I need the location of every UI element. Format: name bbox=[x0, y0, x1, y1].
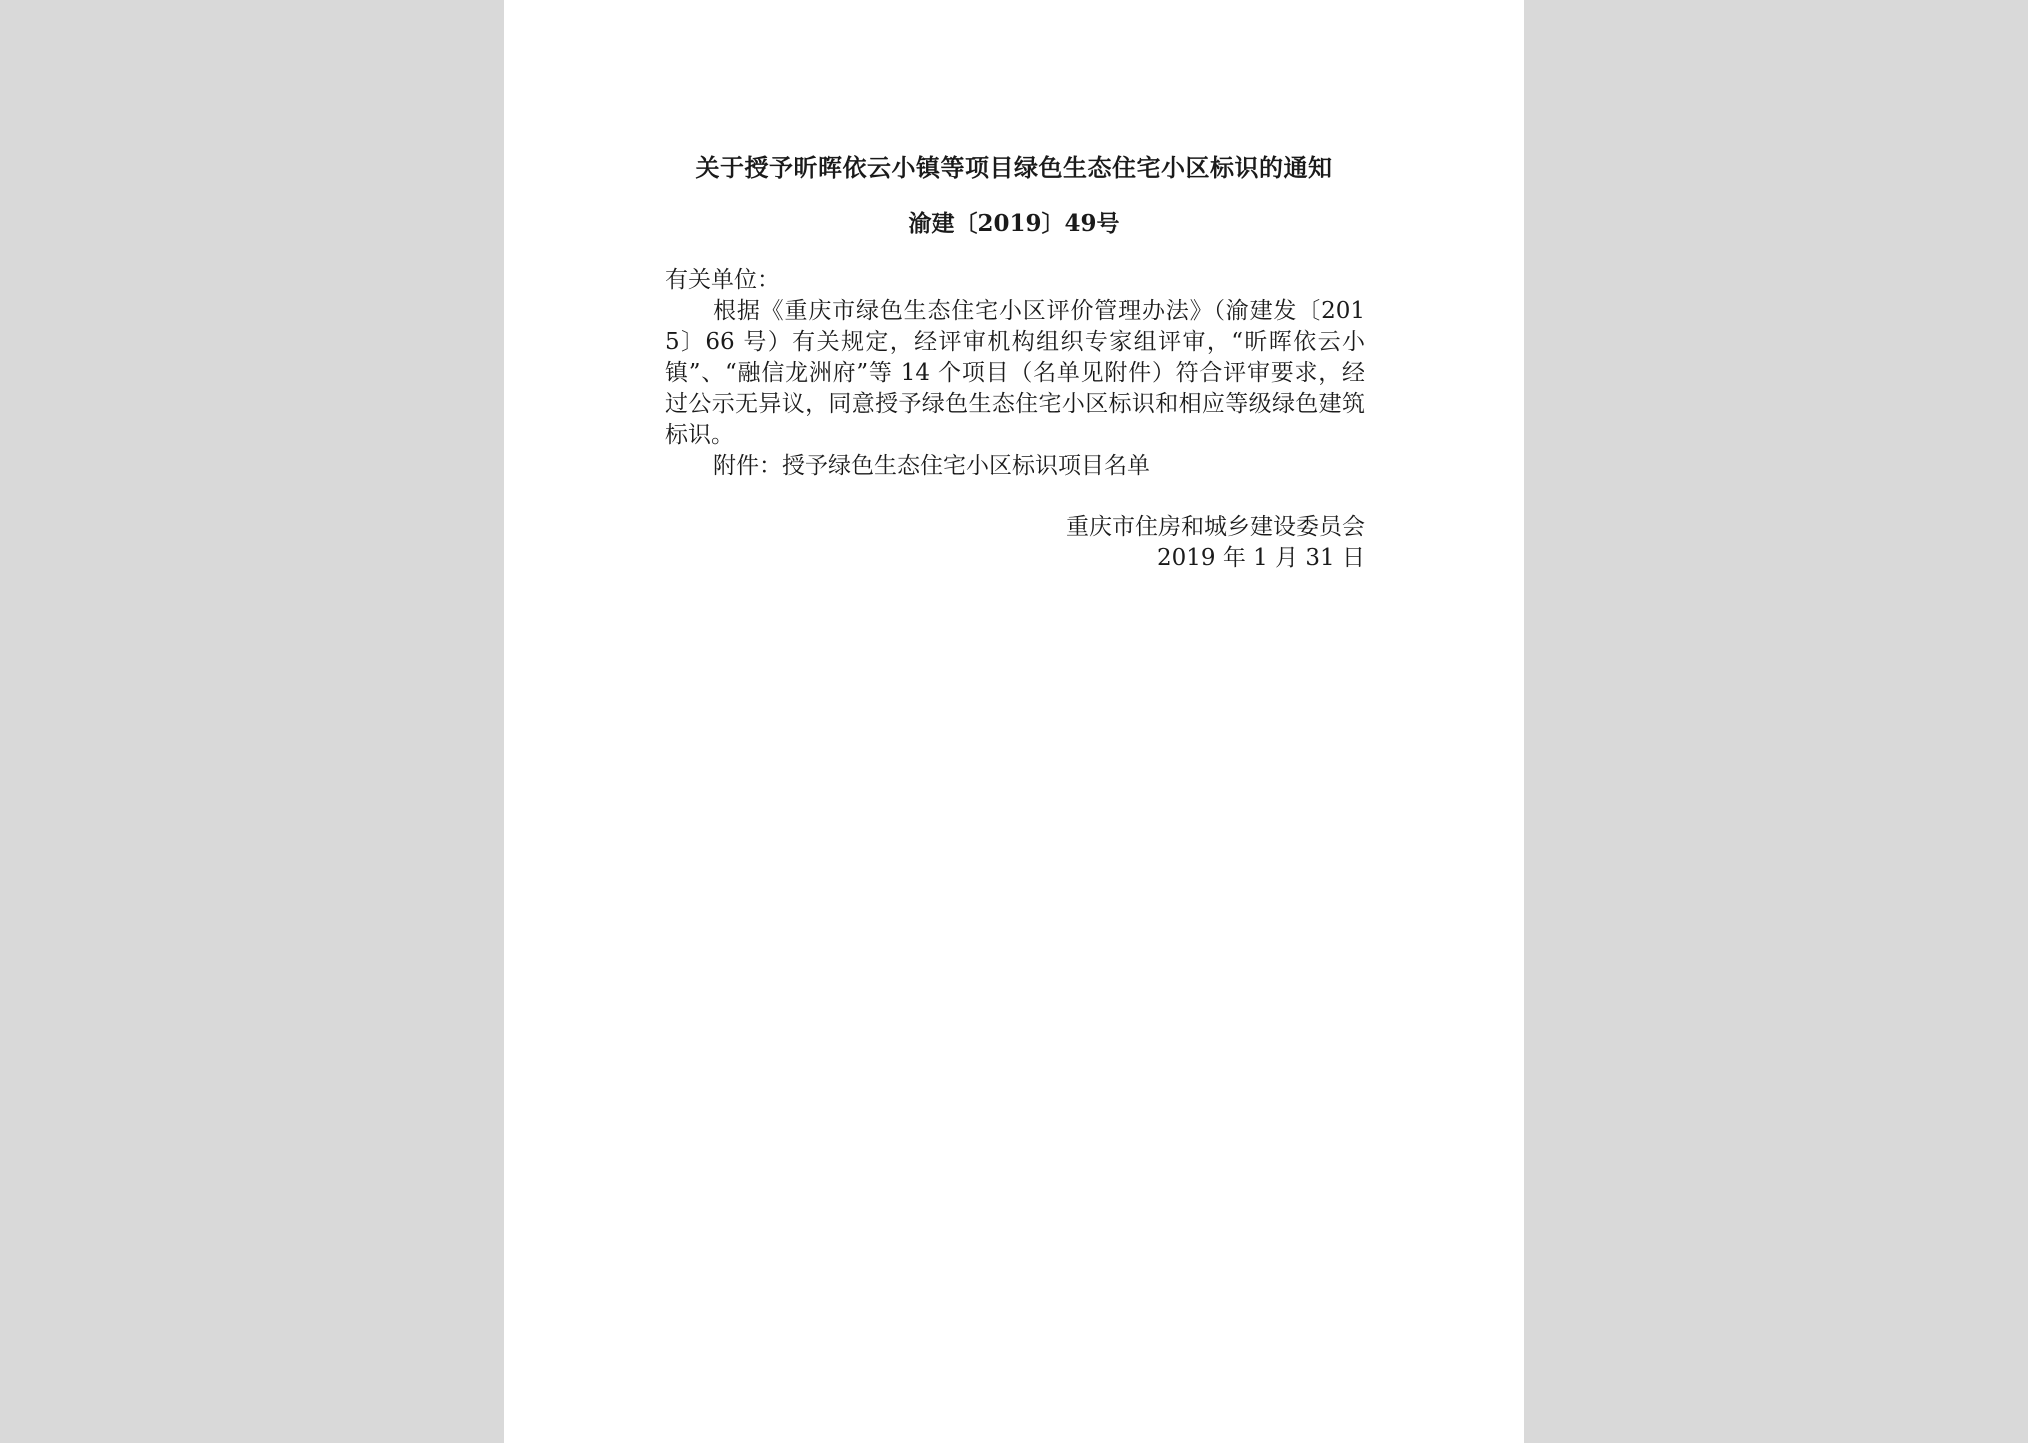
document-number: 渝建〔2019〕49号 bbox=[908, 210, 1120, 237]
issuer-name: 重庆市住房和城乡建设委员会 bbox=[1066, 514, 1365, 540]
main-paragraph: 根据《重庆市绿色生态住宅小区评价管理办法》（渝建发〔2015〕66 号）有关规定，经评审机构组织专家组评审，“昕晖依云小镇”、“融信龙洲府”等 14 个项目（名单见附件）符合评审要求，经过公示无异议，同意授予绿色生态住宅小区标识和相应等级绿色建筑标识。 bbox=[665, 298, 1365, 448]
document-body bbox=[665, 265, 1365, 482]
issue-date: 2019 年 1 月 31 日 bbox=[1157, 545, 1365, 571]
signature-block bbox=[665, 512, 1365, 574]
salutation: 有关单位： bbox=[665, 267, 780, 293]
document-title: 关于授予昕晖依云小镇等项目绿色生态住宅小区标识的通知 bbox=[695, 153, 1333, 182]
attachment-line: 附件：授予绿色生态住宅小区标识项目名单 bbox=[713, 453, 1150, 479]
document-page bbox=[504, 0, 1524, 1443]
